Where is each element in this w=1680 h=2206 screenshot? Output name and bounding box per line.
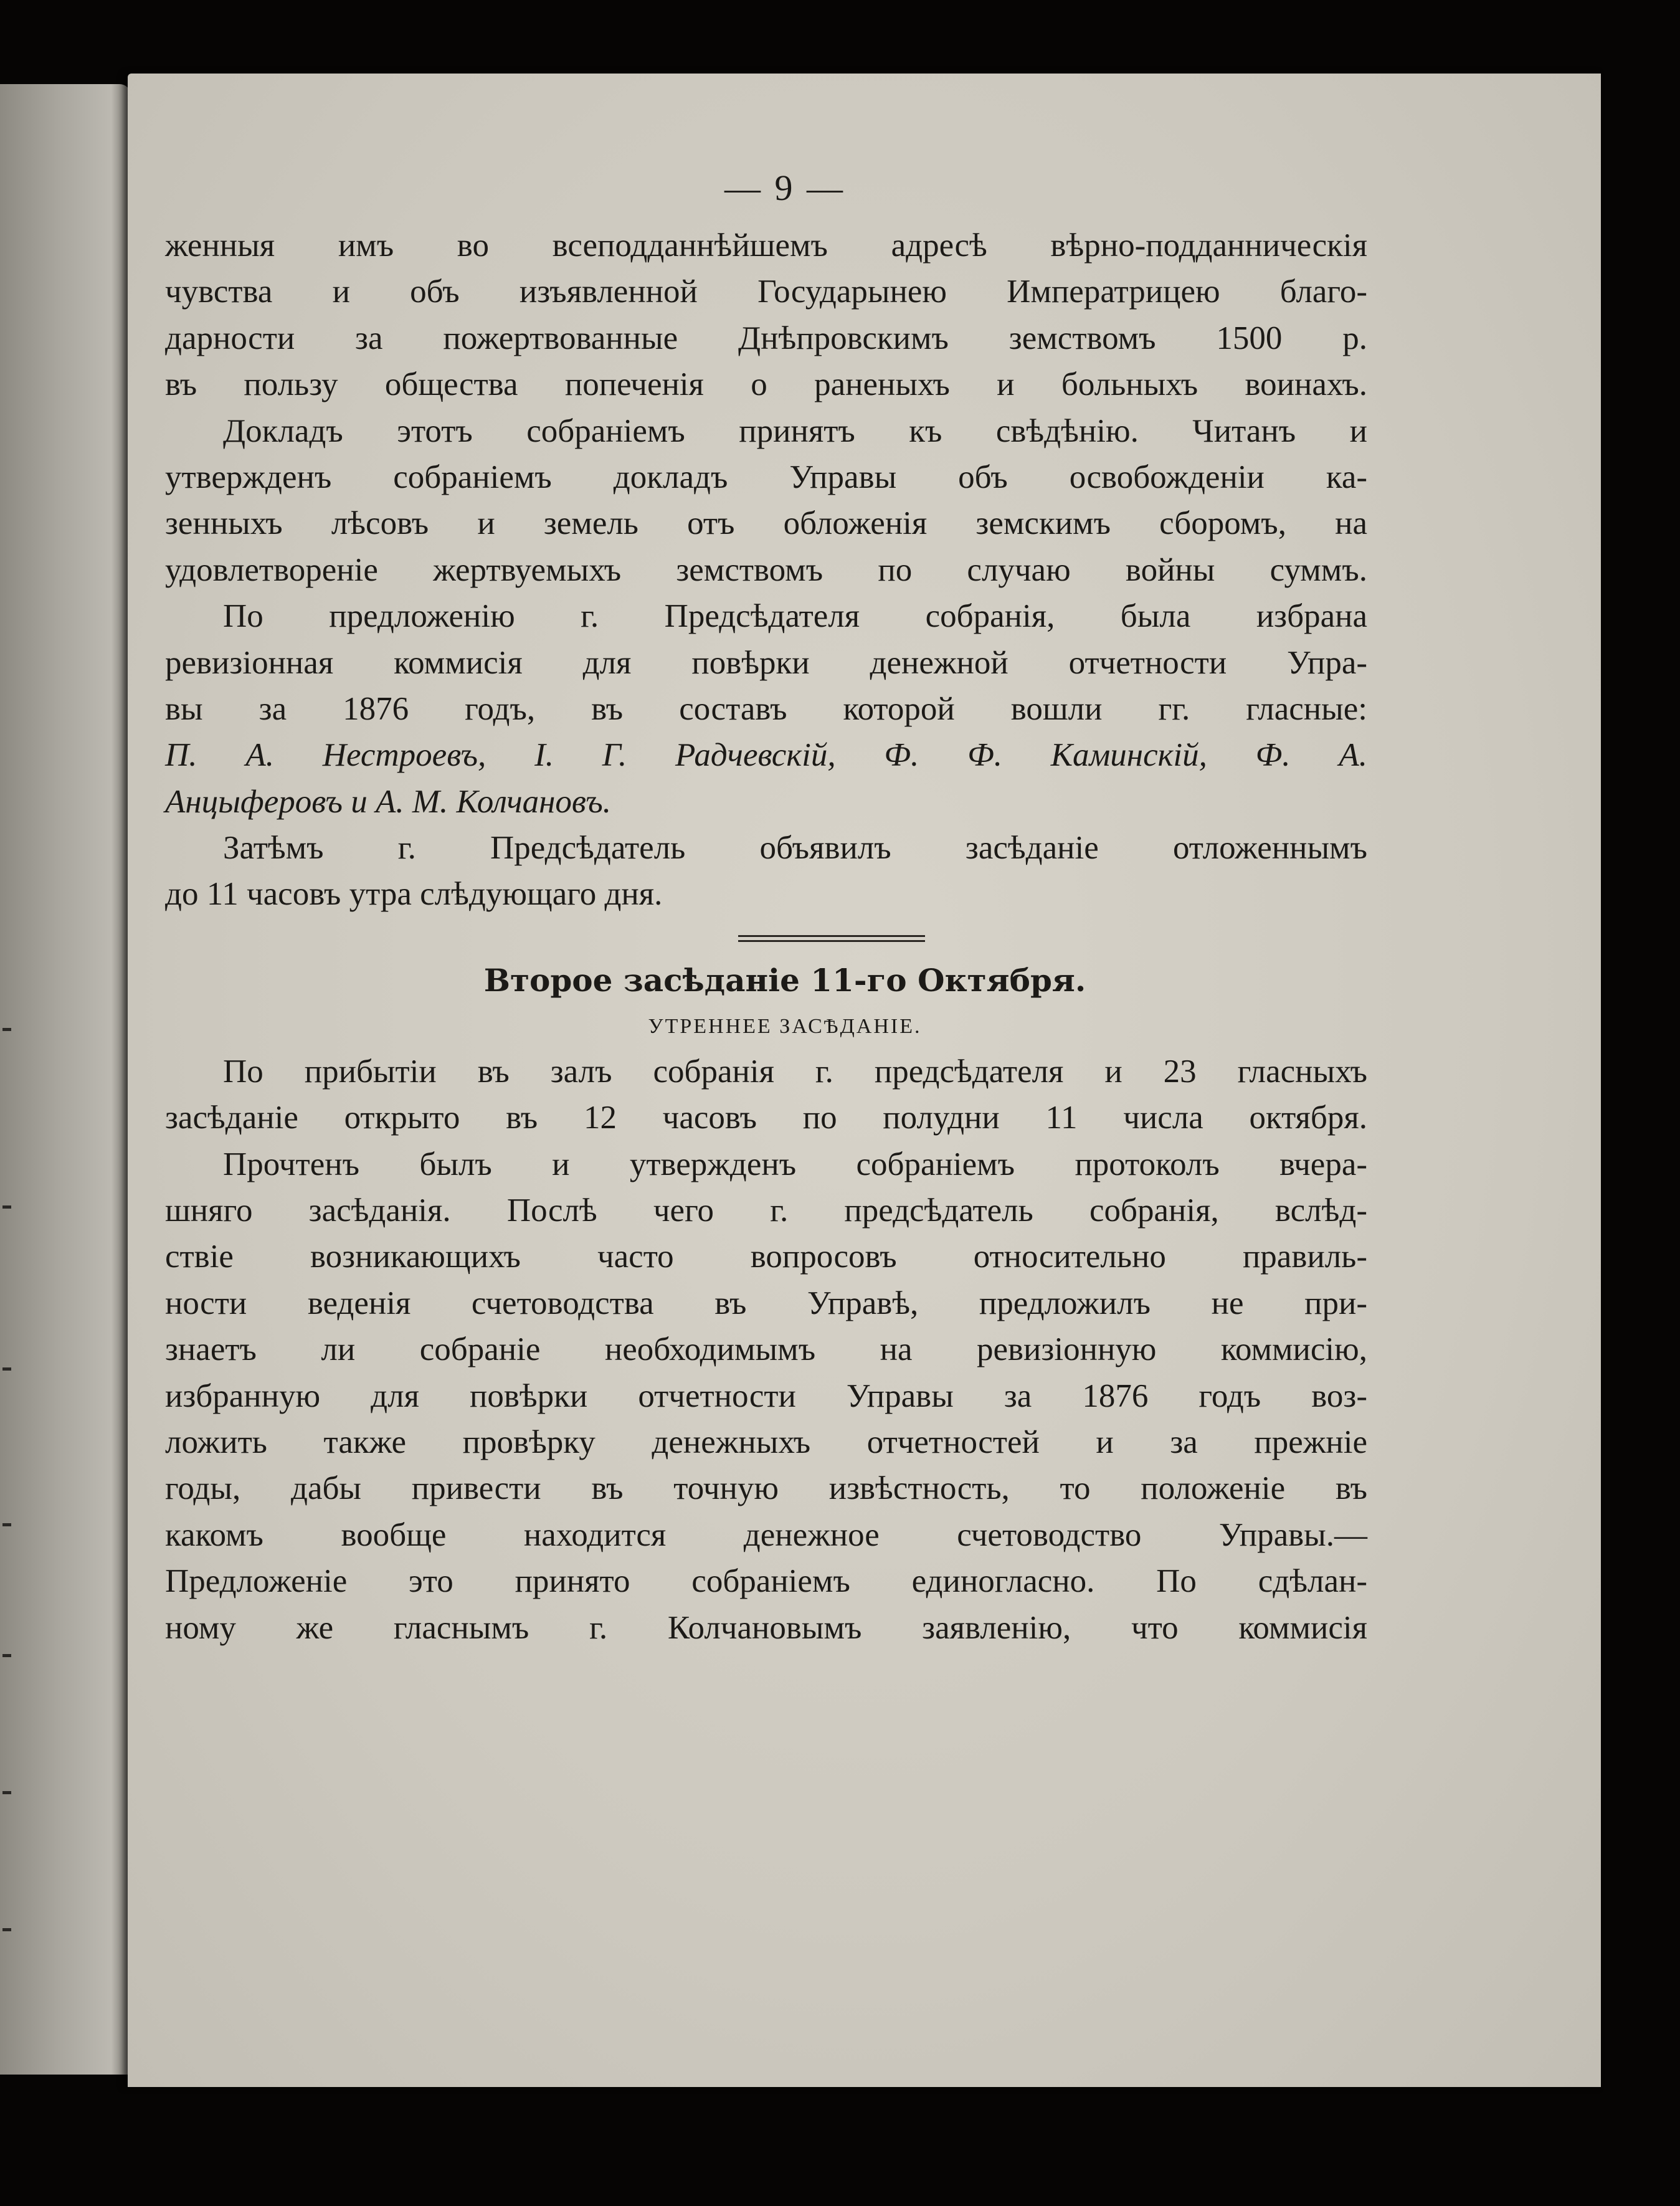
text-line: чувства и объ изъявленной Государынею Императрицею благо- — [165, 273, 1367, 310]
text-line: ности веденія счетоводства въ Управѣ, предложилъ не при- — [165, 1285, 1367, 1321]
text-line: ствіе возникающихъ часто вопросовъ относительно правиль- — [165, 1238, 1367, 1275]
text-line: до 11 часовъ утра слѣдующаго дня. — [165, 876, 663, 913]
section-subheading: УТРЕННЕЕ ЗАСѢДАНІЕ. — [648, 1014, 922, 1038]
text-line: какомъ вообще находится денежное счетоводство Управы.— — [165, 1516, 1367, 1553]
facing-page-edge — [0, 84, 131, 2075]
text-line: зенныхъ лѣсовъ и земель отъ обложенія земскимъ сборомъ, на — [165, 505, 1367, 542]
text-line: шняго засѣданія. Послѣ чего г. предсѣдатель собранія, вслѣд- — [165, 1192, 1367, 1229]
text-line: Анцыферовъ и А. М. Колчановъ. — [165, 783, 611, 820]
text-line: ложить также провѣрку денежныхъ отчетностей и за прежніе — [165, 1424, 1367, 1460]
text-line: избранную для повѣрки отчетности Управы за 1876 годъ воз- — [165, 1377, 1367, 1414]
edge-mark — [2, 1928, 11, 1931]
page-text — [165, 163, 1367, 1651]
text-line: П. А. Нестроевъ, І. Г. Радчевскій, Ф. Ф. Каминскій, Ф. А. — [165, 737, 1367, 774]
text-line: По предложенію г. Предсѣдателя собранія, была избрана — [223, 598, 1367, 635]
text-line: Затѣмъ г. Предсѣдатель объявилъ засѣданіе отложеннымъ — [223, 830, 1367, 867]
page-number: — 9 — — [724, 168, 845, 208]
text-line: годы, дабы привести въ точную извѣстность, то положеніе въ — [165, 1470, 1367, 1507]
edge-mark — [2, 1791, 11, 1794]
text-line: ному же гласнымъ г. Колчановымъ заявленію, что коммисія — [165, 1609, 1367, 1646]
edge-mark — [2, 1523, 11, 1526]
section-heading: Второе засѣданіе 11-го Октября. — [483, 961, 1086, 999]
text-line: Прочтенъ былъ и утвержденъ собраніемъ протоколъ вчера- — [223, 1146, 1367, 1182]
text-line: знаетъ ли собраніе необходимымъ на ревизіонную коммисію, — [165, 1331, 1367, 1368]
text-line: ревизіонная коммисія для повѣрки денежной отчетности Упра- — [165, 644, 1367, 681]
text-line: Предложеніе это принято собраніемъ единогласно. По сдѣлан- — [165, 1563, 1367, 1600]
text-line: женныя имъ во всеподданнѣйшемъ адресѣ вѣрно-подданническія — [165, 227, 1367, 264]
edge-mark — [2, 1367, 11, 1371]
text-line: утвержденъ собраніемъ докладъ Управы объ освобожденіи ка- — [165, 459, 1367, 495]
section-divider — [165, 918, 1367, 956]
text-line: дарности за пожертвованные Днѣпровскимъ земствомъ 1500 р. — [165, 320, 1367, 356]
edge-mark — [2, 1205, 11, 1209]
text-line: засѣданіе открыто въ 12 часовъ по полудни 11 числа октября. — [165, 1100, 1367, 1136]
text-line: По прибытіи въ залъ собранія г. предсѣдателя и 23 гласныхъ — [223, 1053, 1367, 1090]
text-line: вы за 1876 годъ, въ составъ которой вошли гг. гласные: — [165, 690, 1367, 727]
edge-mark — [2, 1654, 11, 1657]
text-line: удовлетвореніе жертвуемыхъ земствомъ по случаю войны суммъ. — [165, 551, 1367, 588]
text-line: въ пользу общества попеченія о раненыхъ и больныхъ воинахъ. — [165, 366, 1367, 403]
edge-mark — [2, 1028, 11, 1031]
text-line: Докладъ этотъ собраніемъ принятъ къ свѣдѣнію. Читанъ и — [223, 412, 1367, 449]
